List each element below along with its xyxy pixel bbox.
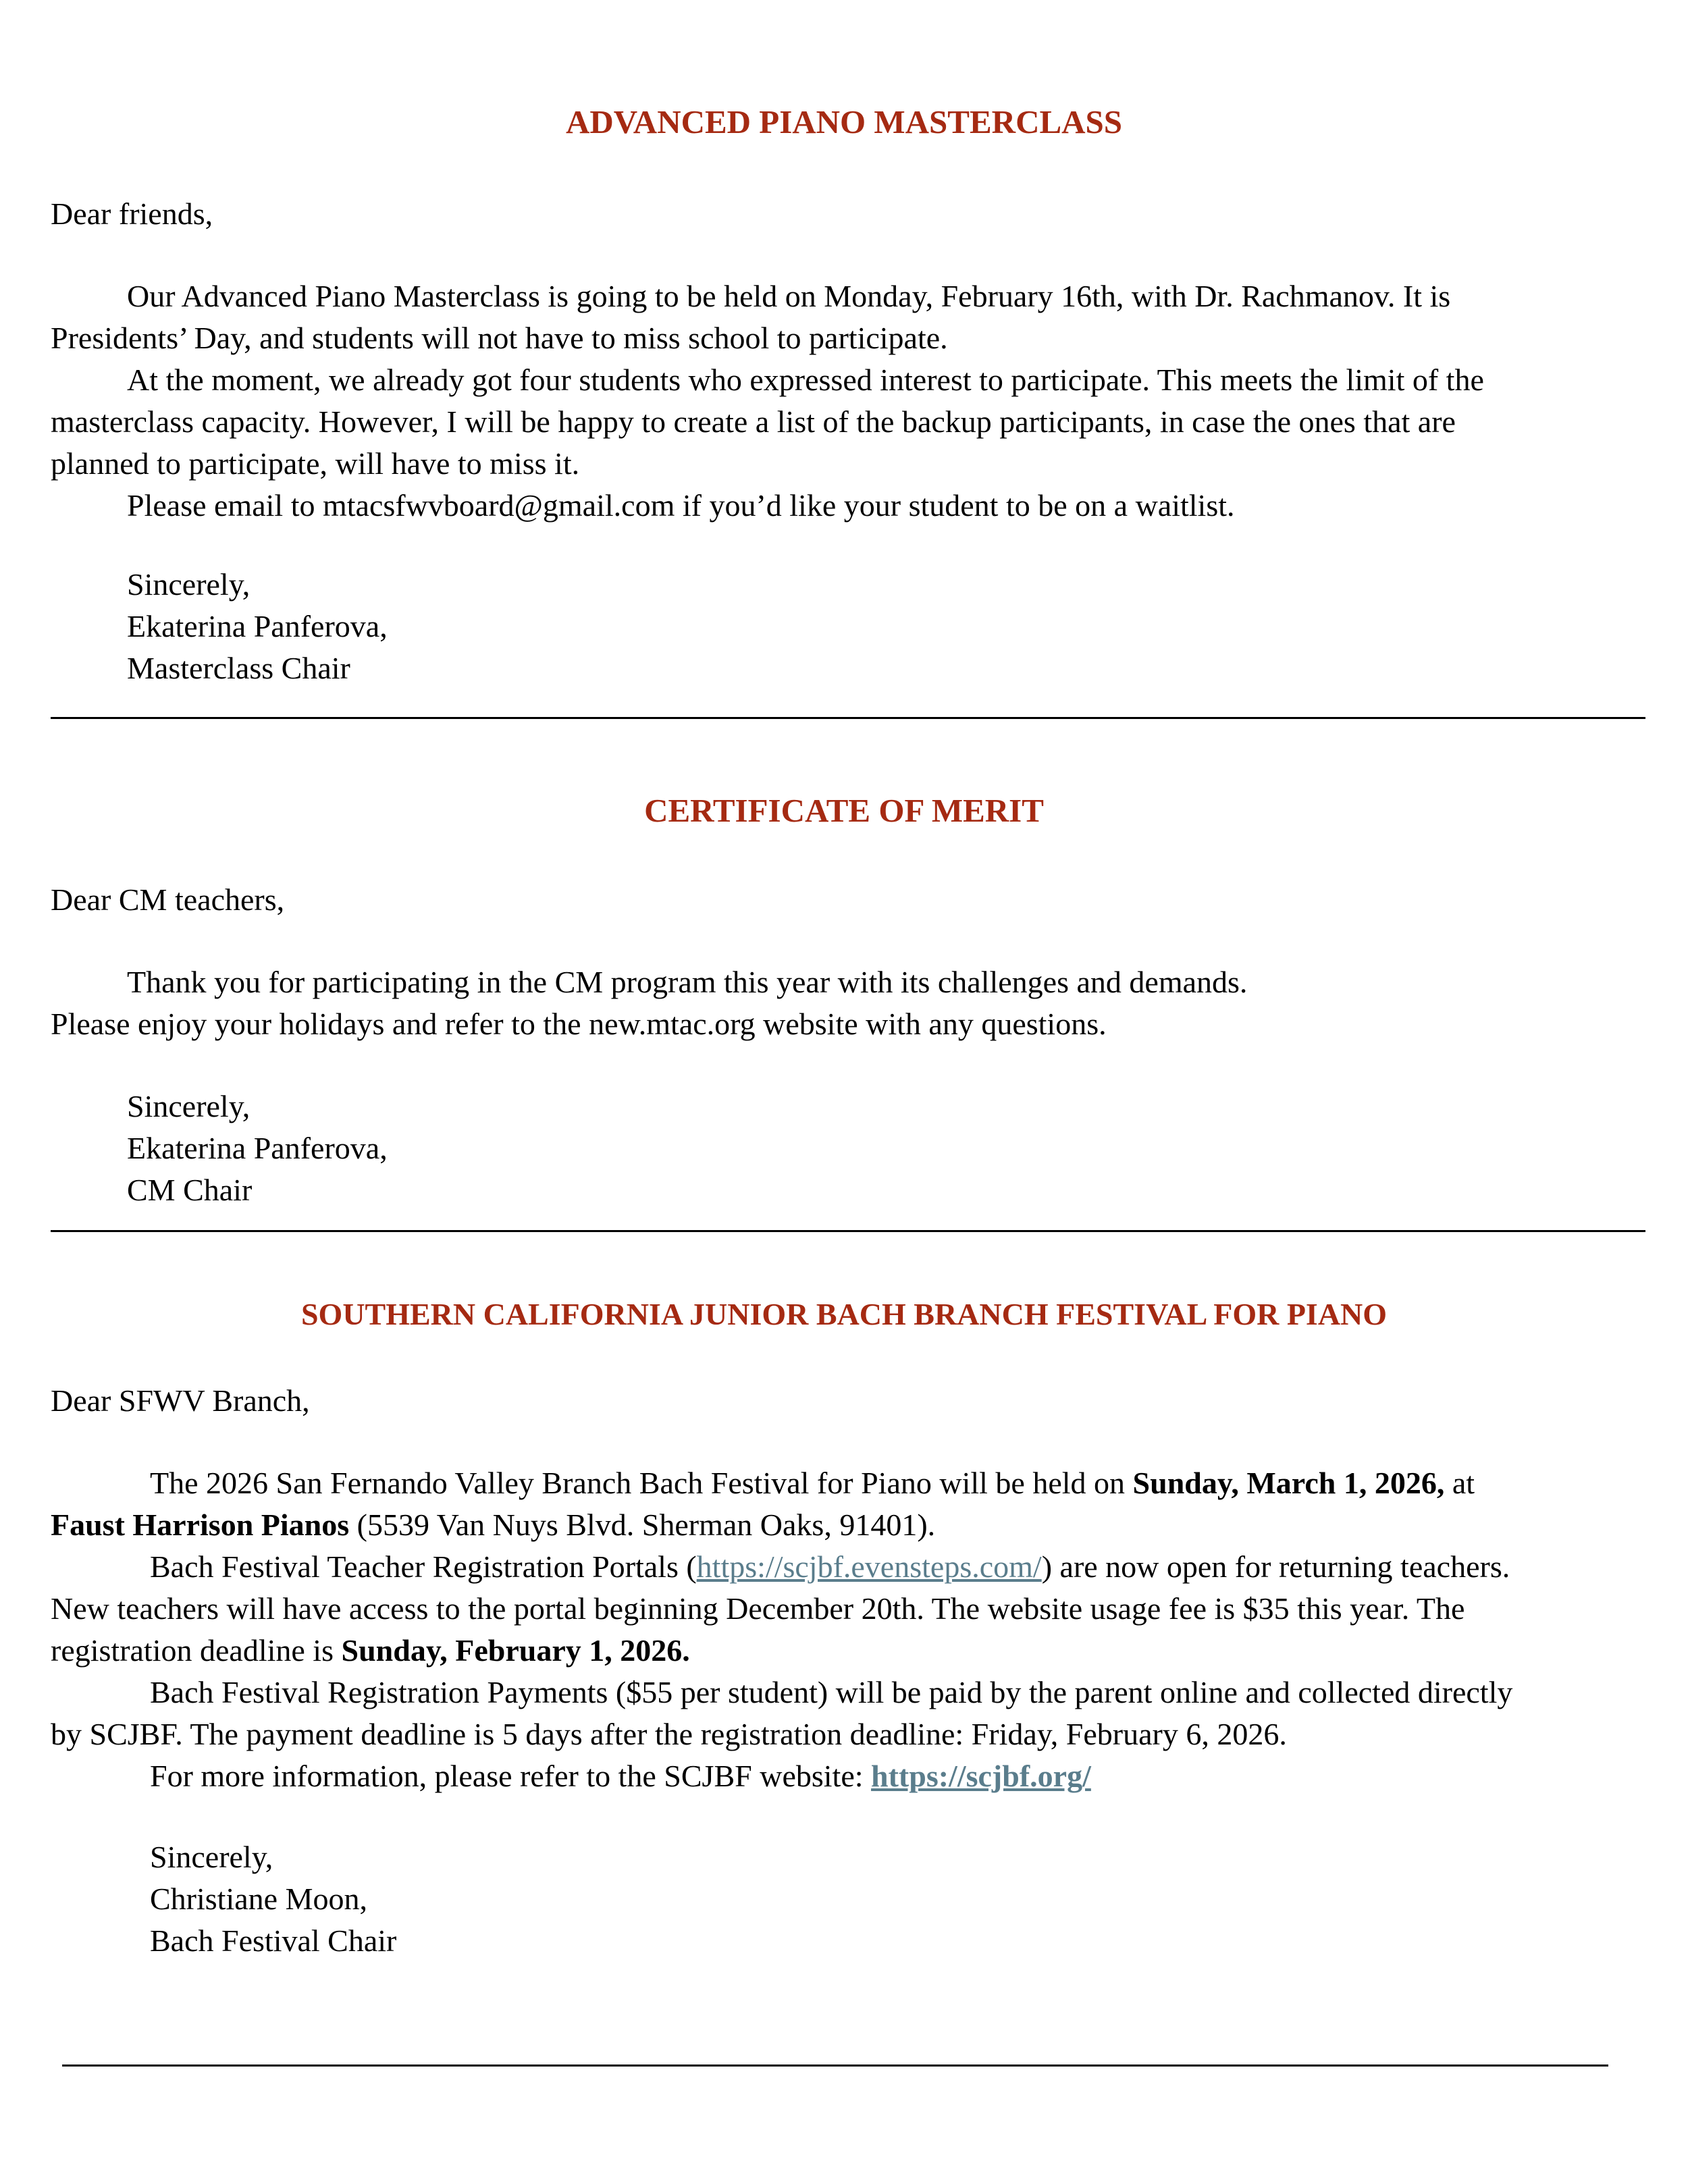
merit-title: CERTIFICATE OF MERIT — [644, 792, 1044, 829]
section-divider — [51, 717, 1645, 719]
registration-deadline: Sunday, February 1, 2026. — [341, 1633, 690, 1668]
bach-paragraph-line: New teachers will have access to the portal beginning December 20th. The website usage fee is $35 this year. The — [51, 1591, 1465, 1626]
masterclass-paragraph-line: masterclass capacity. However, I will be happy to create a list of the backup participants, in case the ones that are — [51, 404, 1456, 439]
bach-sign-off: Sincerely, — [150, 1840, 273, 1874]
bach-paragraph-line: Bach Festival Teacher Registration Portals (https://scjbf.evensteps.com/) are now open for returning teachers. — [150, 1549, 1510, 1584]
scjbf-website-link[interactable]: https://scjbf.org/ — [871, 1759, 1091, 1793]
bach-title: SOUTHERN CALIFORNIA JUNIOR BACH BRANCH FESTIVAL FOR PIANO — [300, 1297, 1388, 1331]
event-date: Sunday, March 1, 2026, — [1132, 1466, 1445, 1500]
masterclass-paragraph-line: planned to participate, will have to miss it. — [51, 446, 580, 481]
merit-paragraph-line: Please enjoy your holidays and refer to the new.mtac.org website with any questions. — [51, 1007, 1107, 1041]
bach-paragraph-line: by SCJBF. The payment deadline is 5 days after the registration deadline: Friday, February 6, 2026. — [51, 1717, 1287, 1751]
bach-signer: Christiane Moon, — [150, 1882, 367, 1916]
bach-paragraph-line: Faust Harrison Pianos (5539 Van Nuys Blvd. Sherman Oaks, 91401). — [51, 1508, 936, 1542]
bach-paragraph-line: The 2026 San Fernando Valley Branch Bach Festival for Piano will be held on Sunday, March 1, 2026, at — [150, 1466, 1475, 1500]
registration-portal-link[interactable]: https://scjbf.evensteps.com/ — [696, 1549, 1042, 1584]
bach-role: Bach Festival Chair — [150, 1923, 397, 1958]
masterclass-signer: Ekaterina Panferova, — [127, 609, 388, 643]
venue-name: Faust Harrison Pianos — [51, 1508, 350, 1542]
masterclass-paragraph-line: Our Advanced Piano Masterclass is going to be held on Monday, February 16th, with Dr. Rachmanov. It is — [127, 279, 1451, 313]
merit-greeting: Dear CM teachers, — [51, 882, 285, 917]
masterclass-greeting: Dear friends, — [51, 196, 213, 231]
masterclass-paragraph-line: Presidents’ Day, and students will not have to miss school to participate. — [51, 321, 948, 355]
masterclass-paragraph-line: At the moment, we already got four students who expressed interest to participate. This meets the limit of the — [127, 363, 1484, 397]
masterclass-title: ADVANCED PIANO MASTERCLASS — [565, 103, 1123, 140]
merit-role: CM Chair — [127, 1173, 253, 1207]
masterclass-sign-off: Sincerely, — [127, 567, 250, 602]
masterclass-paragraph-line: Please email to mtacsfwvboard@gmail.com if you’d like your student to be on a waitlist. — [127, 488, 1235, 523]
merit-paragraph-line: Thank you for participating in the CM program this year with its challenges and demands. — [127, 965, 1248, 999]
masterclass-role: Masterclass Chair — [127, 651, 350, 685]
bach-greeting: Dear SFWV Branch, — [51, 1383, 310, 1418]
merit-sign-off: Sincerely, — [127, 1089, 250, 1123]
bach-paragraph-line: registration deadline is Sunday, February 1, 2026. — [51, 1633, 690, 1668]
section-divider — [62, 2065, 1608, 2067]
section-divider — [51, 1230, 1645, 1232]
bach-paragraph-line: For more information, please refer to the SCJBF website: https://scjbf.org/ — [150, 1759, 1091, 1793]
merit-signer: Ekaterina Panferova, — [127, 1131, 388, 1165]
bach-paragraph-line: Bach Festival Registration Payments ($55 per student) will be paid by the parent online and collected directly — [150, 1675, 1513, 1709]
